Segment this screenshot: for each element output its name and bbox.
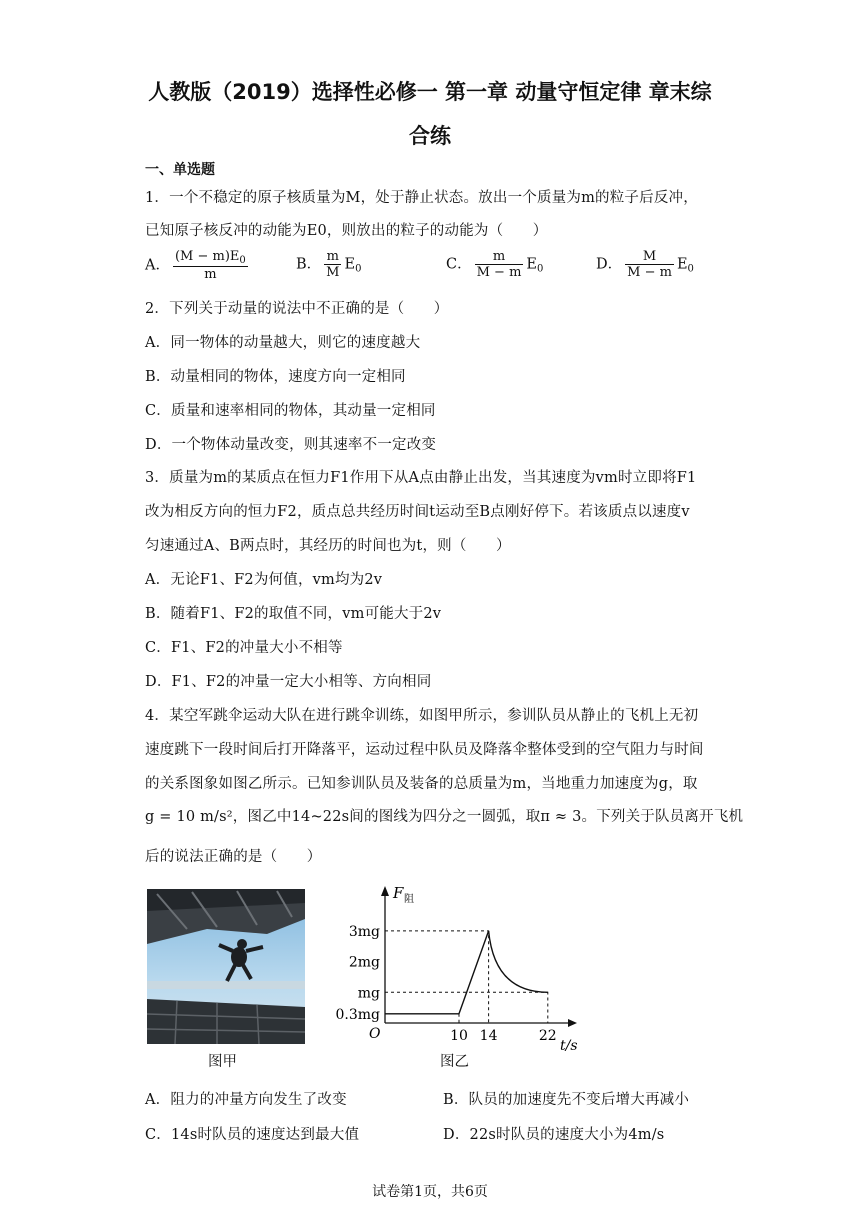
q1-d-numerator: M	[625, 249, 674, 265]
caption-figure-a: 图甲	[208, 1054, 237, 1070]
q3-line-3: 匀速通过A、B两点时，其经历的时间也为t，则（ ）	[145, 538, 511, 554]
q1-option-b-label: B．	[296, 256, 322, 273]
q3-option-c: C．F1、F2的冲量大小不相等	[145, 640, 343, 656]
q1-option-d-fraction	[625, 249, 674, 280]
q1-option-d	[596, 249, 694, 280]
q3-line-2: 改为相反方向的恒力F2，质点总共经历时间t运动至B点刚好停下。若该质点以速度v	[145, 504, 690, 520]
q1-c-denominator: M − m	[476, 265, 522, 280]
y-tick-label-0: 0.3mg	[335, 1006, 380, 1023]
q1-c-subscript: 0	[537, 263, 544, 275]
q1-option-a	[145, 249, 251, 282]
guide-mg	[385, 992, 548, 1023]
q1-b-subscript: 0	[355, 263, 362, 275]
x-tick-label-0: 10	[450, 1028, 468, 1044]
q1-d-denominator: M − m	[627, 265, 672, 280]
q1-option-b-fraction	[324, 249, 341, 280]
q3-option-a: A．无论F1、F2为何值，vm均为2v	[145, 572, 383, 588]
y-axis-label: F	[393, 884, 404, 902]
q4-option-b: B．队员的加速度先不变后增大再减小	[443, 1092, 690, 1108]
q1-b-denominator: M	[326, 265, 340, 280]
q4-line-1: 4．某空军跳伞运动大队在进行跳伞训练，如图甲所示，参训队员从静止的飞机上无初	[145, 708, 699, 724]
q4-option-d: D．22s时队员的速度大小为4m/s	[443, 1127, 665, 1143]
guide-3mg	[385, 931, 489, 1023]
q1-option-c	[446, 249, 543, 280]
segment-linear	[459, 931, 489, 1014]
q4-line-3: 的关系图象如图乙所示。已知参训队员及装备的总质量为m，当地重力加速度为g，取	[145, 776, 698, 792]
q2-option-d: D．一个物体动量改变，则其速率不一定改变	[145, 437, 437, 453]
title-line-1: 人教版（2019）选择性必修一 第一章 动量守恒定律 章末综	[148, 80, 712, 104]
y-axis-arrow	[381, 886, 389, 896]
y-tick-label-1: mg	[357, 985, 380, 1002]
y-tick-label-3: 3mg	[348, 923, 380, 940]
q1-option-c-fraction	[475, 249, 524, 280]
q1-option-a-label: A．	[145, 257, 170, 274]
q1-option-d-label: D．	[596, 256, 623, 273]
q1-a-denominator: m	[204, 267, 217, 282]
q2-option-b: B．动量相同的物体，速度方向一定相同	[145, 369, 406, 385]
y-tick-label-2: 2mg	[348, 954, 380, 971]
x-axis-arrow	[568, 1019, 577, 1027]
q2-stem: 2．下列关于动量的说法中不正确的是（ ）	[145, 301, 449, 317]
origin-label: O	[369, 1026, 381, 1042]
q3-option-b: B．随着F1、F2的取值不同，vm可能大于2v	[145, 606, 442, 622]
q4-line-4: g = 10 m/s²，图乙中14~22s间的图线为四分之一圆弧，取π ≈ 3。下列关于队员离开飞机	[145, 809, 744, 825]
q1-d-subscript: 0	[687, 263, 694, 275]
page-footer: 试卷第1页，共6页	[372, 1184, 488, 1200]
q1-b-numerator: m	[324, 249, 341, 265]
q2-option-c: C．质量和速率相同的物体，其动量一定相同	[145, 403, 436, 419]
q3-option-d: D．F1、F2的冲量一定大小相等、方向相同	[145, 674, 432, 690]
y-axis-label-sub: 阻	[404, 894, 414, 905]
skydiver-photo	[147, 889, 305, 1044]
q1-line-1: 1．一个不稳定的原子核质量为M，处于静止状态。放出一个质量为m的粒子后反冲，	[145, 190, 698, 206]
q1-a-subscript: 0	[239, 255, 246, 266]
q4-line-5: 后的说法正确的是（ ）	[145, 849, 322, 865]
q1-a-numerator: (M − m)E	[174, 249, 240, 264]
q1-option-b	[296, 249, 361, 280]
segment-arc	[489, 931, 548, 992]
caption-figure-b: 图乙	[440, 1054, 469, 1070]
q3-line-1: 3．质量为m的某质点在恒力F1作用下从A点由静止出发，当其速度为vm时立即将F1	[145, 470, 697, 486]
x-axis-label: t/s	[560, 1038, 578, 1053]
q1-line-2: 已知原子核反冲的动能为E0，则放出的粒子的动能为（ ）	[145, 223, 548, 239]
q4-option-c: C．14s时队员的速度达到最大值	[145, 1127, 360, 1143]
q1-c-numerator: m	[475, 249, 524, 265]
section-heading: 一、单选题	[145, 162, 215, 178]
q1-d-tail: E	[676, 256, 688, 273]
q4-line-2: 速度跳下一段时间后打开降落平，运动过程中队员及降落伞整体受到的空气阻力与时间	[145, 742, 704, 758]
q1-b-tail: E	[344, 256, 356, 273]
x-tick-label-2: 22	[538, 1028, 557, 1044]
q1-option-a-fraction	[173, 249, 248, 282]
q2-option-a: A．同一物体的动量越大，则它的速度越大	[145, 335, 421, 351]
q1-c-tail: E	[526, 256, 537, 273]
title-line-2: 合练	[409, 124, 451, 148]
q1-option-c-label: C．	[446, 256, 472, 273]
force-time-chart	[325, 878, 595, 1053]
q4-option-a: A．阻力的冲量方向发生了改变	[145, 1092, 347, 1108]
x-tick-label-1: 14	[479, 1028, 498, 1044]
